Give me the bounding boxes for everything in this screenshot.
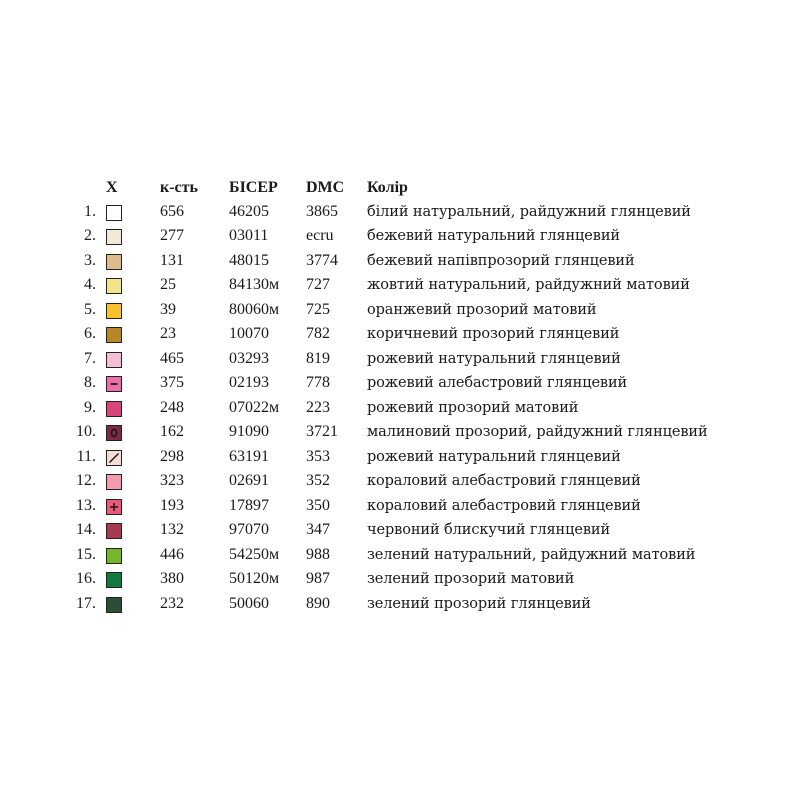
bead-code: 97070 xyxy=(229,521,269,538)
bead-code: 07022м xyxy=(229,398,280,416)
row-number: 16. xyxy=(76,570,96,587)
color-description: кораловий алебастровий глянцевий xyxy=(367,497,641,514)
bead-code: 17897 xyxy=(229,496,269,514)
legend-row xyxy=(0,544,800,569)
circle-icon xyxy=(107,426,121,440)
legend-row xyxy=(0,250,800,275)
dmc-code: 890 xyxy=(306,594,330,612)
color-swatch xyxy=(106,254,122,270)
legend-row xyxy=(0,274,800,299)
color-swatch xyxy=(106,572,122,588)
dmc-code: 727 xyxy=(306,276,330,293)
row-number: 6. xyxy=(84,325,96,342)
legend-row xyxy=(0,421,800,446)
legend-row xyxy=(0,470,800,495)
row-number: 13. xyxy=(76,496,96,514)
dmc-code: 350 xyxy=(306,496,330,514)
legend-row xyxy=(0,568,800,593)
row-number: 10. xyxy=(76,423,96,440)
header-beads: БІСЕР xyxy=(229,179,278,196)
header-dmc: DMC xyxy=(306,179,345,196)
dmc-code: 3721 xyxy=(306,423,338,440)
color-swatch xyxy=(106,548,122,564)
color-description: бежевий натуральний глянцевий xyxy=(367,228,620,244)
bead-code: 02691 xyxy=(229,472,269,489)
color-description: рожевий натуральний глянцевий xyxy=(367,448,621,465)
bead-code: 02193 xyxy=(229,374,269,391)
row-number: 1. xyxy=(84,202,96,220)
dmc-code: 223 xyxy=(306,398,330,416)
color-swatch xyxy=(106,474,122,490)
legend-row xyxy=(0,593,800,618)
dmc-code: 725 xyxy=(306,300,330,318)
row-number: 14. xyxy=(76,521,96,538)
header-color: Колір xyxy=(367,179,408,196)
plus-icon xyxy=(107,500,121,514)
color-description: червоний блискучий глянцевий xyxy=(367,522,611,538)
row-number: 8. xyxy=(84,374,96,391)
header-symbol: X xyxy=(106,179,118,196)
color-swatch xyxy=(106,376,122,392)
dmc-code: 352 xyxy=(306,472,330,489)
color-swatch xyxy=(106,450,122,466)
color-description: рожевий натуральний глянцевий xyxy=(367,350,621,367)
legend-row xyxy=(0,348,800,373)
legend-header xyxy=(0,176,800,201)
bead-code: 63191 xyxy=(229,447,269,465)
color-swatch xyxy=(106,523,122,539)
color-description: бежевий напівпрозорий глянцевий xyxy=(367,252,635,269)
bead-quantity: 298 xyxy=(160,447,184,465)
bead-quantity: 162 xyxy=(160,423,184,440)
color-description: зелений прозорий глянцевий xyxy=(367,595,591,612)
bead-legend xyxy=(0,176,800,617)
row-number: 3. xyxy=(84,251,96,269)
color-swatch xyxy=(106,425,122,441)
color-description: рожевий алебастровий глянцевий xyxy=(367,375,628,391)
color-swatch xyxy=(106,205,122,221)
color-description: білий натуральний, райдужний глянцевий xyxy=(367,203,691,220)
dmc-code: 353 xyxy=(306,447,330,465)
color-description: малиновий прозорий, райдужний глянцевий xyxy=(367,424,708,440)
bead-quantity: 39 xyxy=(160,300,176,318)
legend-row xyxy=(0,225,800,250)
legend-row xyxy=(0,201,800,226)
legend-rows xyxy=(0,201,800,618)
row-number: 17. xyxy=(76,594,96,612)
color-swatch xyxy=(106,499,122,515)
dmc-code: 782 xyxy=(306,325,330,342)
bead-code: 03011 xyxy=(229,227,269,244)
bead-quantity: 446 xyxy=(160,545,184,563)
bead-quantity: 465 xyxy=(160,349,184,367)
dmc-code: 347 xyxy=(306,521,330,538)
dmc-code: 988 xyxy=(306,545,330,563)
color-description: кораловий алебастровий глянцевий xyxy=(367,473,641,489)
row-number: 4. xyxy=(84,276,96,293)
bead-quantity: 132 xyxy=(160,521,184,538)
bead-quantity: 656 xyxy=(160,202,184,220)
color-swatch xyxy=(106,401,122,417)
bead-code: 03293 xyxy=(229,349,269,367)
bead-code: 80060м xyxy=(229,300,280,318)
row-number: 15. xyxy=(76,545,96,563)
slash-icon xyxy=(107,451,121,465)
bead-code: 46205 xyxy=(229,202,269,220)
row-number: 12. xyxy=(76,472,96,489)
color-swatch xyxy=(106,597,122,613)
legend-row xyxy=(0,372,800,397)
legend-row xyxy=(0,299,800,324)
dmc-code: ecru xyxy=(306,227,334,244)
legend-row xyxy=(0,323,800,348)
bead-code: 91090 xyxy=(229,423,269,440)
dmc-code: 819 xyxy=(306,349,330,367)
dmc-code: 987 xyxy=(306,570,330,587)
minus-icon xyxy=(107,377,121,391)
row-number: 11. xyxy=(76,447,96,465)
bead-code: 48015 xyxy=(229,251,269,269)
dmc-code: 3865 xyxy=(306,202,338,220)
bead-code: 10070 xyxy=(229,325,269,342)
row-number: 2. xyxy=(84,227,96,244)
color-swatch xyxy=(106,229,122,245)
row-number: 7. xyxy=(84,349,96,367)
bead-quantity: 23 xyxy=(160,325,176,342)
dmc-code: 778 xyxy=(306,374,330,391)
color-description: рожевий прозорий матовий xyxy=(367,399,579,416)
bead-quantity: 193 xyxy=(160,496,184,514)
legend-row xyxy=(0,519,800,544)
color-swatch xyxy=(106,352,122,368)
bead-code: 84130м xyxy=(229,276,280,293)
bead-quantity: 323 xyxy=(160,472,184,489)
legend-row xyxy=(0,446,800,471)
bead-code: 50060 xyxy=(229,594,269,612)
bead-quantity: 375 xyxy=(160,374,184,391)
color-description: жовтий натуральний, райдужний матовий xyxy=(367,277,690,293)
row-number: 9. xyxy=(84,398,96,416)
bead-code: 54250м xyxy=(229,545,280,563)
color-swatch xyxy=(106,327,122,343)
color-description: зелений натуральний, райдужний матовий xyxy=(367,546,696,563)
bead-code: 50120м xyxy=(229,570,280,587)
bead-quantity: 380 xyxy=(160,570,184,587)
header-quantity: к-сть xyxy=(160,179,198,196)
color-description: зелений прозорий матовий xyxy=(367,571,575,587)
color-swatch xyxy=(106,303,122,319)
color-swatch xyxy=(106,278,122,294)
legend-row xyxy=(0,397,800,422)
bead-quantity: 277 xyxy=(160,227,184,244)
color-description: оранжевий прозорий матовий xyxy=(367,301,597,318)
bead-quantity: 25 xyxy=(160,276,176,293)
row-number: 5. xyxy=(84,300,96,318)
bead-quantity: 131 xyxy=(160,251,184,269)
bead-quantity: 248 xyxy=(160,398,184,416)
color-description: коричневий прозорий глянцевий xyxy=(367,326,620,342)
bead-quantity: 232 xyxy=(160,594,184,612)
dmc-code: 3774 xyxy=(306,251,338,269)
legend-row xyxy=(0,495,800,520)
